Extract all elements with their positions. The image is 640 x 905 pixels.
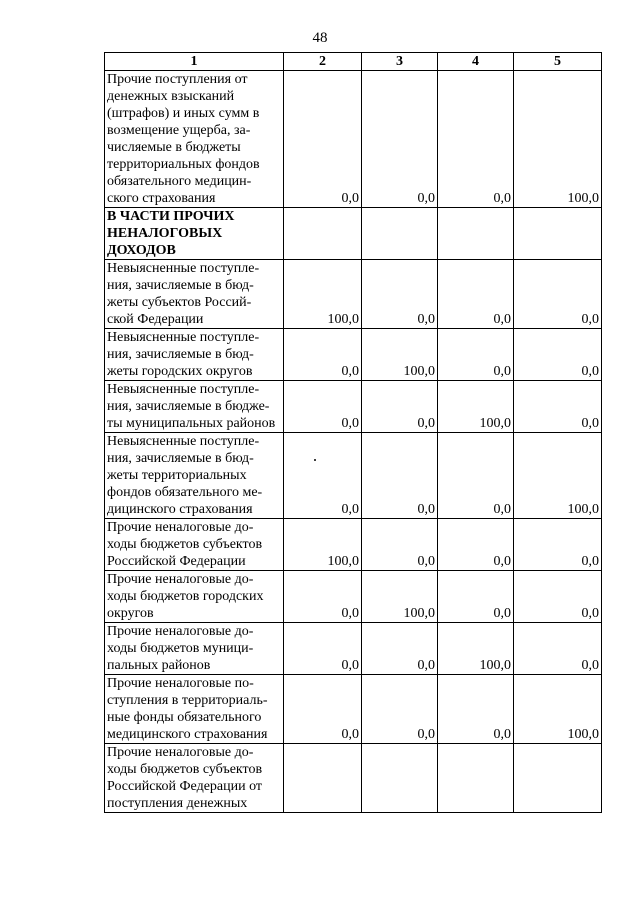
row-description-line: Невыясненные поступле- — [107, 434, 260, 449]
row-description-line: ния, зачисляемые в бюдже- — [107, 399, 270, 414]
value-cell-col-5: 100,0 — [514, 433, 602, 519]
value-cell-col-5 — [514, 744, 602, 813]
value-cell-col-3 — [362, 744, 438, 813]
value-cell-col-4 — [438, 744, 514, 813]
value-cell-col-4 — [438, 208, 514, 260]
row-description-line: ходы бюджетов субъектов — [107, 762, 263, 777]
value-cell-col-2: 0,0 — [284, 675, 362, 744]
row-description-cell — [105, 329, 284, 381]
row-description-line: Российской Федерации — [107, 554, 246, 569]
value-cell-col-4: 0,0 — [438, 71, 514, 208]
row-description-line: (штрафов) и иных сумм в — [107, 106, 260, 121]
value-cell-col-3: 100,0 — [362, 571, 438, 623]
value-cell-col-3: 0,0 — [362, 260, 438, 329]
value-cell-col-5: 0,0 — [514, 623, 602, 675]
value-cell-col-2: 0,0 — [284, 71, 362, 208]
value-cell-col-2: 0,0 — [284, 623, 362, 675]
row-description-line: Прочие неналоговые до- — [107, 572, 254, 587]
value-cell-col-3: 0,0 — [362, 381, 438, 433]
row-description-line: жеты субъектов Россий- — [107, 295, 252, 310]
value-cell-col-5: 0,0 — [514, 519, 602, 571]
value-cell-col-4: 0,0 — [438, 329, 514, 381]
value-cell-col-3: 0,0 — [362, 623, 438, 675]
value-cell-col-2: 0,0 — [284, 381, 362, 433]
row-description-cell — [105, 623, 284, 675]
table-body — [105, 71, 602, 813]
row-description-line: НЕНАЛОГОВЫХ — [107, 226, 223, 241]
row-description-line: денежных взысканий — [107, 89, 235, 104]
row-description-line: ской Федерации — [107, 312, 204, 327]
column-header-4: 4 — [438, 53, 514, 71]
value-cell-col-5: 0,0 — [514, 381, 602, 433]
value-cell-col-5: 0,0 — [514, 571, 602, 623]
column-header-3: 3 — [362, 53, 438, 71]
value-cell-col-5 — [514, 208, 602, 260]
value-cell-col-3: 100,0 — [362, 329, 438, 381]
row-description-line: Прочие неналоговые по- — [107, 676, 254, 691]
row-description-line: ДОХОДОВ — [107, 243, 176, 258]
row-description-cell — [105, 571, 284, 623]
row-description-line: Невыясненные поступле- — [107, 382, 260, 397]
column-header-1: 1 — [105, 53, 284, 71]
page-number: 48 — [312, 30, 328, 46]
value-cell-col-5: 100,0 — [514, 71, 602, 208]
row-description-line: В ЧАСТИ ПРОЧИХ — [107, 209, 235, 224]
table-row — [105, 260, 602, 329]
row-description-line: жеты городских округов — [107, 364, 253, 379]
row-description-line: медицинского страхования — [107, 727, 268, 742]
row-description-line: возмещение ущерба, за- — [107, 123, 251, 138]
row-description-cell — [105, 519, 284, 571]
row-description-cell — [105, 675, 284, 744]
value-cell-col-5: 0,0 — [514, 329, 602, 381]
table-row — [105, 208, 602, 260]
table-row — [105, 744, 602, 813]
value-cell-col-5: 0,0 — [514, 260, 602, 329]
row-description-line: Прочие поступления от — [107, 72, 248, 87]
value-cell-col-4: 0,0 — [438, 571, 514, 623]
row-description-line: ты муниципальных районов — [107, 416, 276, 431]
row-description-line: Прочие неналоговые до- — [107, 520, 254, 535]
value-cell-col-4: 0,0 — [438, 675, 514, 744]
value-cell-col-2: 100,0 — [284, 260, 362, 329]
value-cell-col-3: 0,0 — [362, 675, 438, 744]
row-description-line: Прочие неналоговые до- — [107, 745, 254, 760]
row-description-cell — [105, 381, 284, 433]
row-description-line: Прочие неналоговые до- — [107, 624, 254, 639]
row-description-line: дицинского страхования — [107, 502, 253, 517]
row-description-line: ния, зачисляемые в бюд- — [107, 278, 254, 293]
table-row — [105, 433, 602, 519]
value-cell-col-3: 0,0 — [362, 433, 438, 519]
row-description-cell — [105, 433, 284, 519]
row-description-line: ходы бюджетов муници- — [107, 641, 254, 656]
row-description-line: ступления в территориаль- — [107, 693, 268, 708]
revenue-distribution-table — [104, 52, 602, 813]
value-cell-col-2: 0,0 — [284, 433, 362, 519]
row-description-line: числяемые в бюджеты — [107, 140, 241, 155]
table-row — [105, 571, 602, 623]
row-description-line: Российской Федерации от — [107, 779, 263, 794]
value-cell-col-2 — [284, 208, 362, 260]
row-description-line: ского страхования — [107, 191, 216, 206]
row-description-line: ния, зачисляемые в бюд- — [107, 347, 254, 362]
row-description-line: пальных районов — [107, 658, 211, 673]
value-cell-col-4: 0,0 — [438, 260, 514, 329]
section-heading-cell — [105, 208, 284, 260]
value-cell-col-4: 0,0 — [438, 433, 514, 519]
value-cell-col-2: 0,0 — [284, 571, 362, 623]
value-cell-col-3: 0,0 — [362, 519, 438, 571]
row-description-line: Невыясненные поступле- — [107, 261, 260, 276]
row-description-line: территориальных фондов — [107, 157, 260, 172]
table-row — [105, 381, 602, 433]
row-description-line: ходы бюджетов городских — [107, 589, 264, 604]
table-row — [105, 519, 602, 571]
value-cell-col-4: 100,0 — [438, 381, 514, 433]
table-header-row — [105, 53, 602, 71]
value-cell-col-3: 0,0 — [362, 71, 438, 208]
value-cell-col-4: 100,0 — [438, 623, 514, 675]
row-description-line: жеты территориальных — [107, 468, 247, 483]
column-header-5: 5 — [514, 53, 602, 71]
table-row — [105, 329, 602, 381]
row-description-line: ходы бюджетов субъектов — [107, 537, 263, 552]
table-row — [105, 623, 602, 675]
value-cell-col-2: 100,0 — [284, 519, 362, 571]
stray-dot — [314, 459, 316, 461]
row-description-line: фондов обязательного ме- — [107, 485, 263, 500]
table-row — [105, 71, 602, 208]
row-description-line: обязательного медицин- — [107, 174, 252, 189]
value-cell-col-4: 0,0 — [438, 519, 514, 571]
row-description-cell — [105, 71, 284, 208]
value-cell-col-2 — [284, 744, 362, 813]
row-description-cell — [105, 260, 284, 329]
row-description-line: Невыясненные поступле- — [107, 330, 260, 345]
row-description-line: ные фонды обязательного — [107, 710, 262, 725]
value-cell-col-3 — [362, 208, 438, 260]
row-description-line: поступления денежных — [107, 796, 248, 811]
row-description-line: округов — [107, 606, 154, 621]
value-cell-col-2: 0,0 — [284, 329, 362, 381]
value-cell-col-5: 100,0 — [514, 675, 602, 744]
row-description-cell — [105, 744, 284, 813]
table-row — [105, 675, 602, 744]
column-header-2: 2 — [284, 53, 362, 71]
row-description-line: ния, зачисляемые в бюд- — [107, 451, 254, 466]
